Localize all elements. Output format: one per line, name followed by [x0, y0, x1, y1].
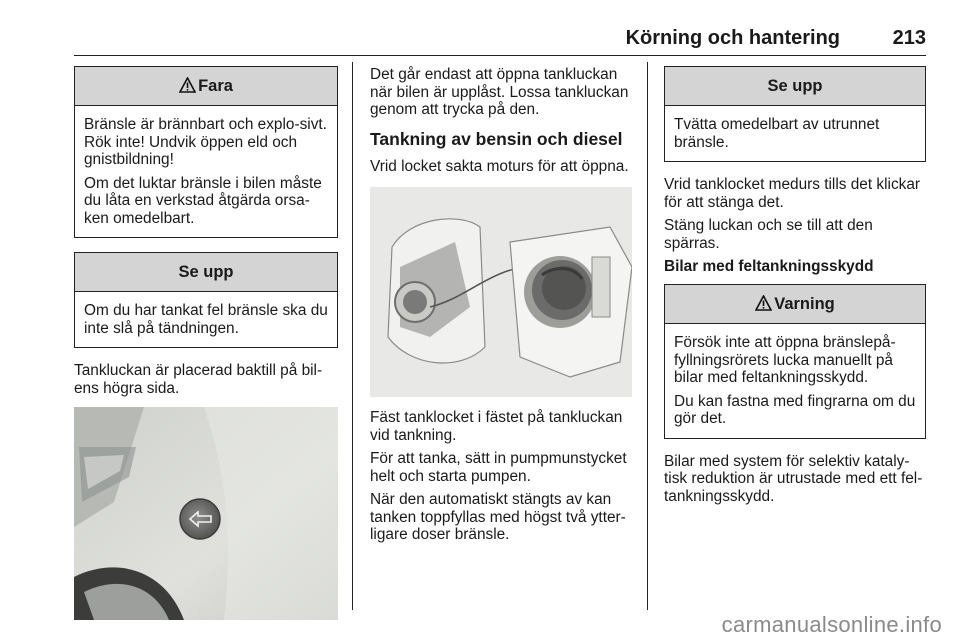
- open-fuel-door-text: Det går endast att öppna tankluckan när bilen är upplåst. Lossa tankluckan genom att trycka på den.: [370, 66, 629, 118]
- watermark: carmanualsonline.info: [721, 612, 942, 637]
- page-number: 213: [892, 27, 926, 49]
- turn-cap-text: Vrid locket sakta moturs för att öppna.: [370, 157, 629, 175]
- caution-text: Om du har tankat fel bränsle ska du inte slå på tändningen.: [84, 302, 328, 337]
- open-fuel-door-illustration: [370, 187, 632, 397]
- warning-triangle-icon: [179, 77, 196, 93]
- warning-box-header: [665, 285, 925, 324]
- danger-text-1: Bränsle är brännbart och explo-sivt. Rök inte! Undvik öppen eld och gnistbildning!: [84, 116, 327, 168]
- column-divider-2: [647, 62, 648, 610]
- fuel-cap-photo: [370, 187, 632, 397]
- warning-triangle-icon: [755, 295, 772, 311]
- top-up-text: När den automatiskt stängts av kan tanken toppfyllas med högst två ytter-ligare doser bränsle.: [370, 491, 626, 543]
- misfuel-protection-heading: Bilar med feltankningsskydd: [664, 258, 874, 275]
- caution-box-body: [75, 292, 337, 347]
- column-divider-1: [352, 62, 353, 610]
- warning-text-2: Du kan fastna med fingrarna om du gör det.: [674, 392, 916, 427]
- fuel-door-location-text: Tankluckan är placerad baktill på bil-ens högra sida.: [74, 362, 323, 397]
- warning-text-1: Försök inte att öppna bränslepå-fyllningsrörets lucka manuellt på bilar med feltankningsskydd.: [674, 334, 896, 386]
- caution-2-text: Tvätta omedelbart av utrunnet bränsle.: [674, 116, 880, 151]
- lock-door-text: Stäng luckan och se till att den spärras.: [664, 217, 873, 252]
- column-right: [664, 66, 926, 511]
- danger-box-body: [75, 106, 337, 237]
- fuel-door-exterior-photo: [74, 407, 338, 620]
- danger-box-header: [75, 67, 337, 106]
- insert-nozzle-text: För att tanka, sätt in pumpmunstycket helt och starta pumpen.: [370, 450, 627, 485]
- column-middle: [370, 66, 634, 550]
- caution-box-header: Se upp: [75, 253, 337, 292]
- danger-title: Fara: [198, 77, 233, 95]
- warning-box-body: [665, 324, 925, 438]
- danger-box: [74, 66, 338, 238]
- scr-text: Bilar med system för selektiv kataly-tisk reduktion är utrustade med ett fel-tankningsskydd.: [664, 452, 923, 505]
- danger-text-2: Om det luktar bränsle i bilen måste du låta en verkstad åtgärda orsa-ken omedelbart.: [84, 174, 322, 227]
- car-rear-side-illustration: [74, 407, 338, 620]
- section-title: Körning och hantering: [625, 27, 840, 49]
- close-cap-text: Vrid tanklocket medurs tills det klickar för att stänga det.: [664, 176, 921, 211]
- warning-title: Varning: [774, 295, 835, 313]
- caution-box-2-header: Se upp: [665, 67, 925, 106]
- refuelling-heading: Tankning av bensin och diesel: [370, 128, 623, 149]
- column-left: [74, 66, 338, 632]
- caution-box-2-body: [665, 106, 925, 161]
- fasten-cap-text: Fäst tanklocket i fästet på tankluckan vid tankning.: [370, 409, 623, 444]
- header-divider: [74, 55, 926, 56]
- caution-box-2: [664, 66, 926, 162]
- caution-box: [74, 252, 338, 348]
- warning-box: [664, 284, 926, 439]
